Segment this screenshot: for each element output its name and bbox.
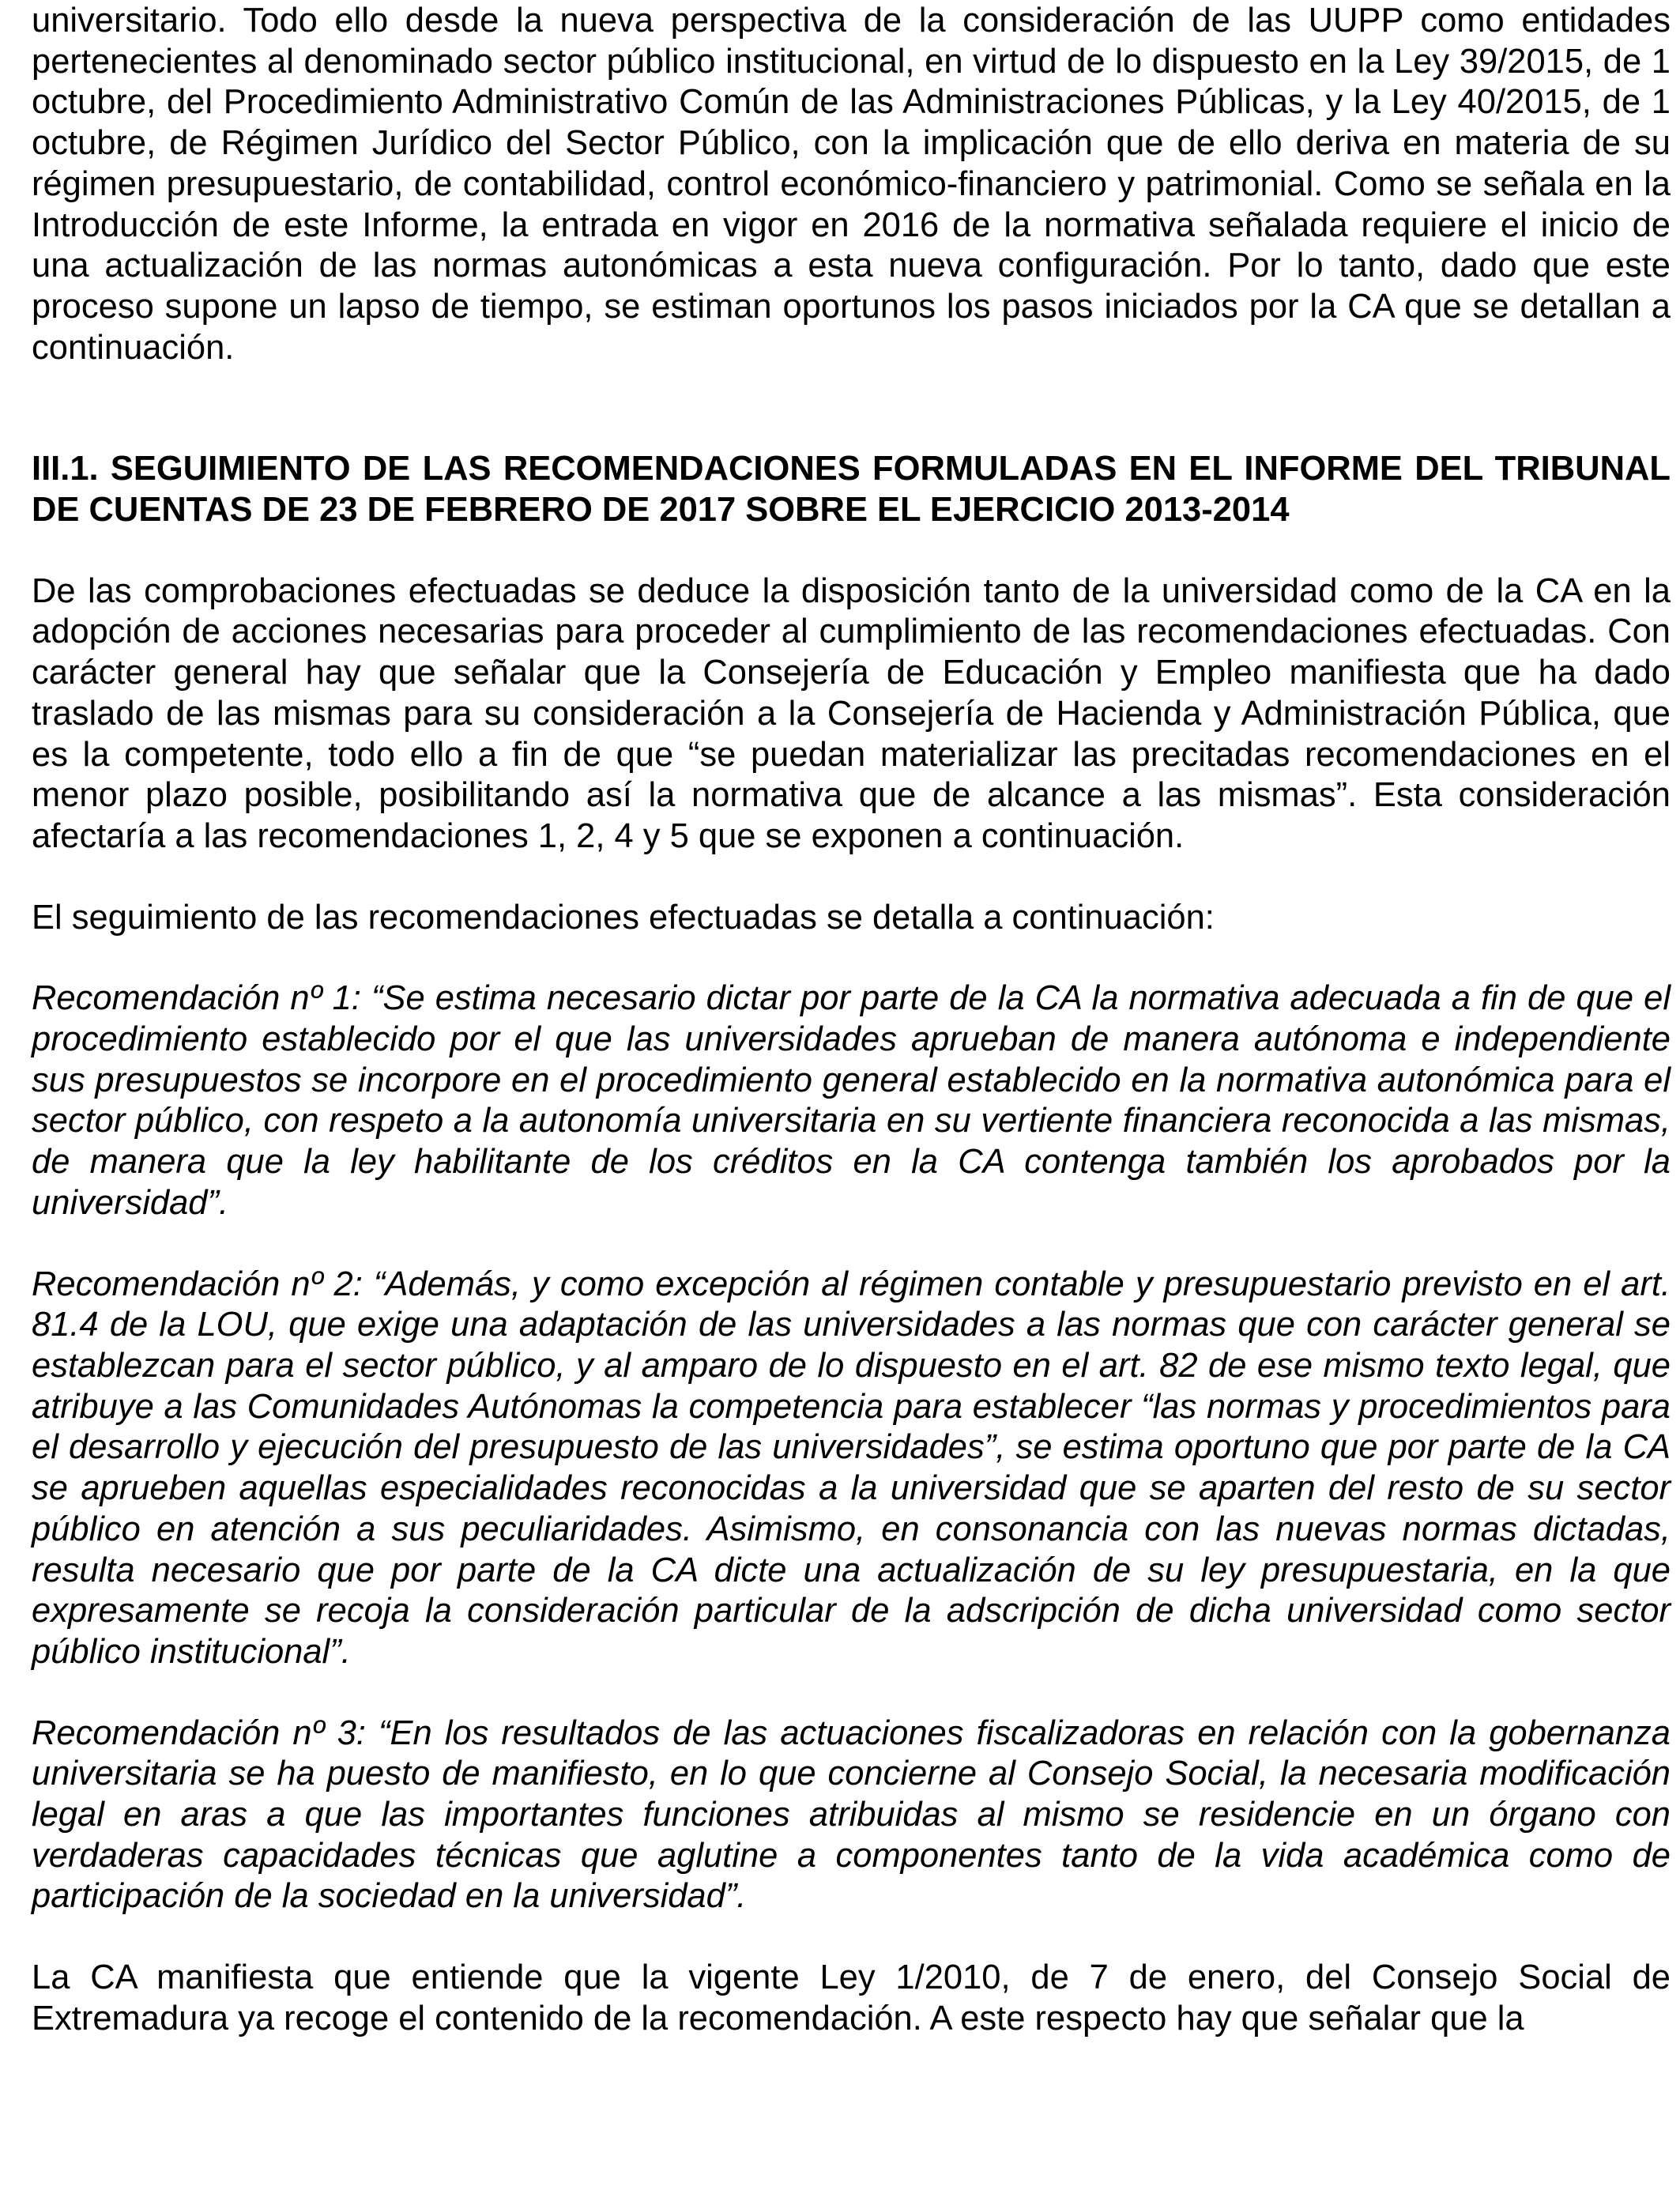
- recomendacion-3-paragraph: Recomendación nº 3: “En los resultados de las actuaciones fiscalizadoras en relación con la gobernanza universitaria se ha puesto de manifiesto, en lo que concierne al Consejo Social, la necesaria modificación legal en aras a que las importantes funciones atribuidas al mismo se residencie en un órgano con verdaderas capacidades técnicas que aglutine a componentes tanto de la vida académica como de participación de la sociedad en la universidad”.: [32, 1713, 1671, 1916]
- ca-manifiesta-paragraph: La CA manifiesta que entiende que la vigente Ley 1/2010, de 7 de enero, del Consejo Social de Extremadura ya recoge el contenido de la recomendación. A este respecto hay que señalar que la: [32, 1958, 1671, 2038]
- intro-paragraph: universitario. Todo ello desde la nueva perspectiva de la consideración de las UUPP como entidades pertenecientes al denominado sector público institucional, en virtud de lo dispuesto en la Ley 39/2015, de 1 octubre, del Procedimiento Administrativo Común de las Administraciones Públicas, y la Ley 40/2015, de 1 octubre, de Régimen Jurídico del Sector Público, con la implicación que de ello deriva en materia de su régimen presupuestario, de contabilidad, control económico-financiero y patrimonial. Como se señala en la Introducción de este Informe, la entrada en vigor en 2016 de la normativa señalada requiere el inicio de una actualización de las normas autonómicas a esta nueva configuración. Por lo tanto, dado que este proceso supone un lapso de tiempo, se estiman oportunos los pasos iniciados por la CA que se detallan a continuación.: [32, 2, 1671, 367]
- section-heading: III.1. SEGUIMIENTO DE LAS RECOMENDACIONES FORMULADAS EN EL INFORME DEL TRIBUNAL DE CUENTAS DE 23 DE FEBRERO DE 2017 SOBRE EL EJERCICIO 2013-2014: [32, 450, 1671, 530]
- comprobaciones-paragraph: De las comprobaciones efectuadas se deduce la disposición tanto de la universidad como de la CA en la adopción de acciones necesarias para proceder al cumplimiento de las recomendaciones efectuadas. Con carácter general hay que señalar que la Consejería de Educación y Empleo manifiesta que ha dado traslado de las mismas para su consideración a la Consejería de Hacienda y Administración Pública, que es la competente, todo ello a fin de que “se puedan materializar las precitadas recomendaciones en el menor plazo posible, posibilitando así la normativa que de alcance a las mismas”. Esta consideración afectaría a las recomendaciones 1, 2, 4 y 5 que se exponen a continuación.: [32, 571, 1671, 855]
- seguimiento-paragraph: El seguimiento de las recomendaciones efectuadas se detalla a continuación:: [32, 898, 1215, 937]
- recomendacion-2-paragraph: Recomendación nº 2: “Además, y como excepción al régimen contable y presupuestario previsto en el art. 81.4 de la LOU, que exige una adaptación de las universidades a las normas que con carácter general se establezcan para el sector público, y al amparo de lo dispuesto en el art. 82 de ese mismo texto legal, que atribuye a las Comunidades Autónomas la competencia para establecer “las normas y procedimientos para el desarrollo y ejecución del presupuesto de las universidades”, se estima oportuno que por parte de la CA se aprueben aquellas especialidades reconocidas a la universidad que se aparten del resto de su sector público en atención a sus peculiaridades. Asimismo, en consonancia con las nuevas normas dictadas, resulta necesario que por parte de la CA dicte una actualización de su ley presupuestaria, en la que expresamente se recoja la consideración particular de la adscripción de dicha universidad como sector público institucional”.: [32, 1265, 1671, 1671]
- document-page: [32, 0, 1671, 2040]
- recomendacion-1-paragraph: Recomendación nº 1: “Se estima necesario dictar por parte de la CA la normativa adecuada a fin de que el procedimiento establecido por el que las universidades aprueban de manera autónoma e independiente sus presupuestos se incorpore en el procedimiento general establecido en la normativa autonómica para el sector público, con respeto a la autonomía universitaria en su vertiente financiera reconocida a las mismas, de manera que la ley habilitante de los créditos en la CA contenga también los aprobados por la universidad”.: [32, 979, 1671, 1222]
